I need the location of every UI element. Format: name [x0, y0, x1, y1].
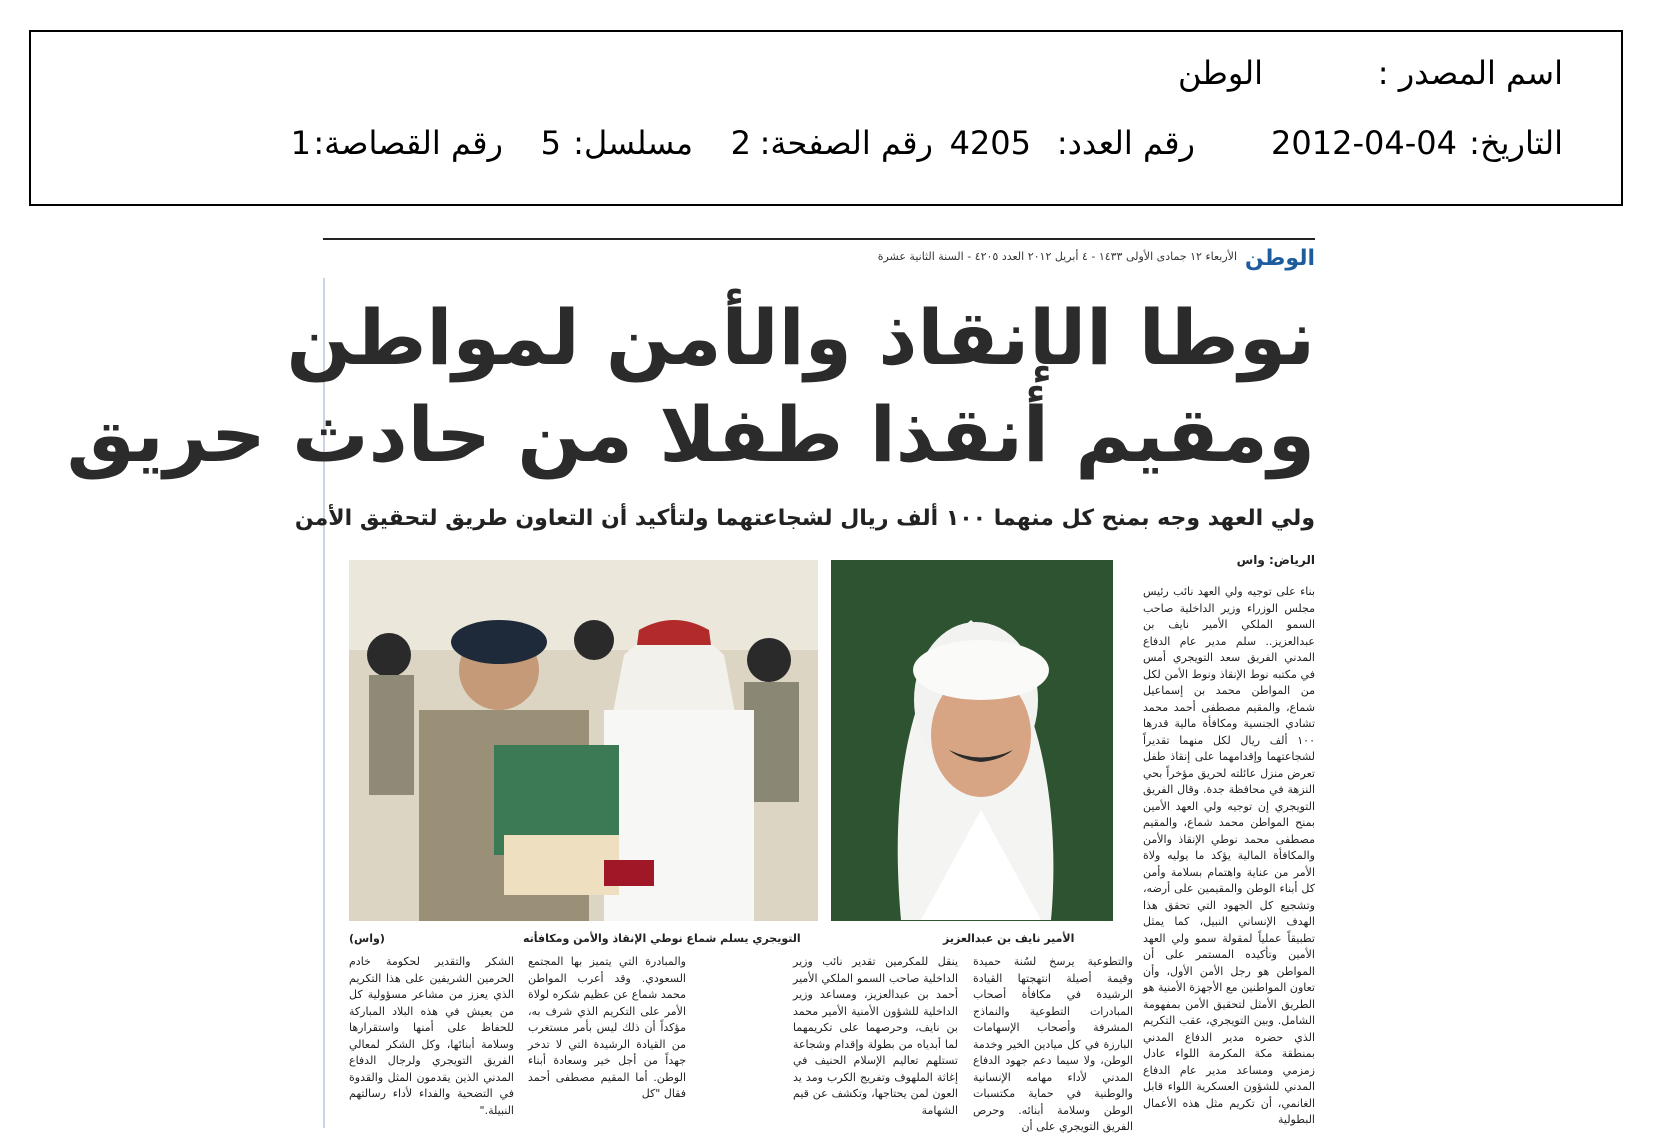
details-line [283, 124, 1563, 164]
article-column-2: والتطوعية يرسخ لسُنة حميدة وقيمة أصيلة انتهجتها القيادة الرشيدة في مكافأة أصحاب المبادرات التطوعية والنماذج المشرفة وأصحاب الإسهامات البارزة في كل ميادين الخير وخدمة الوطن، ولا سيما دعم جهود الدفاع المدني لأداء مهامه الإنسانية والوطنية في حماية مكتسبات الوطن وسلامة أبنائه. وحرص الفريق التويجري على أن [973, 955, 1133, 1133]
clip-label: رقم القصاصة: [313, 124, 503, 162]
serial-label: مسلسل: [573, 124, 693, 162]
date-label: التاريخ: [1469, 124, 1563, 162]
metadata-box [29, 30, 1623, 206]
issue-value: 4205 [949, 124, 1031, 162]
masthead-logo: الوطن [1244, 246, 1315, 271]
source-line [1143, 54, 1563, 94]
source-value: الوطن [1178, 54, 1263, 92]
masthead-date: الأربعاء ١٢ جمادى الأولى ١٤٣٣ - ٤ أبريل ٢٠١٢ العدد ٤٢٠٥ - السنة الثانية عشرة [877, 250, 1237, 263]
date-value: 2012-04-04 [1271, 124, 1457, 162]
prince-photo [831, 560, 1113, 921]
page-value: 2 [730, 124, 751, 162]
article-column-4: والمبادرة التي يتميز بها المجتمع السعودي. وقد أعرب المواطن محمد شماع عن عظيم شكره لولاة الأمر على التكريم الذي شرف به، مؤكداً أن ذلك ليس بأمر مستغرب من القيادة الرشيدة التي لا تدخر جهداً من أجل خير وسعادة أبناء الوطن. أما المقيم مصطفى أحمد فقال "كل [528, 955, 686, 1100]
article-column-5: الشكر والتقدير لحكومة خادم الحرمين الشريفين على هذا التكريم الذي يعزز من مشاعر مسؤولية كل من يعيش في هذه البلاد المباركة للحفاظ على أمنها واستقرارها وسلامة أبنائها، وكل الشكر لمعالي الفريق التويجري ولرجال الدفاع المدني الذين يقدمون المثل والقدوة في التضحية والفداء لأداء رسالتهم النبيلة." [349, 955, 514, 1117]
caption-prince: الأمير نايف بن عبدالعزيز [943, 932, 1075, 945]
subheadline: ولي العهد وجه بمنح كل منهما ١٠٠ ألف ريال لشجاعتهما ولتأكيد أن التعاون طريق لتحقيق الأمن [294, 506, 1315, 531]
ceremony-photo [349, 560, 818, 921]
prince-portrait-image [831, 560, 1113, 921]
top-rule [323, 238, 1315, 240]
source-label: اسم المصدر : [1377, 54, 1563, 92]
article-column-1: بناء على توجيه ولي العهد نائب رئيس مجلس الوزراء وزير الداخلية صاحب السمو الملكي الأمير نايف بن عبدالعزيز.. سلم مدير عام الدفاع المدني الفريق سعد التويجري أمس في مكتبه نوط الإنقاذ ونوط الأمن لكل من المواطن محمد بن إسماعيل شماع، والمقيم مصطفى أحمد محمد تشادي الجنسية ومكافأة مالية قدرها ١٠٠ ألف ريال لكل منهما تقديراً لشجاعتهما وإقدامهما على إنقاذ طفل تعرض منزل عائلته لحريق مؤخراً بحي النزهة في محافظة جدة. وقال الفريق التويجري إن توجيه ولي العهد الأمين بمنح المواطن محمد شماع، والمقيم مصطفى محمد نوطي الإنقاذ والأمن والمكافأة المالية يؤكد ما يوليه ولاة الأمر من عناية واهتمام بسلامة وأمن كل أبناء الوطن والمقيمين على أرضه، وتشجيع كل الجهود التي تحقق هذا الهدف الإنساني النبيل، كما يمثل تطبيقاً عملياً لمقولة سمو ولي العهد الأمين وتأكيده المستمر على أن المواطن هو رجل الأمن الأول، وأن تعاون المواطنين مع الأجهزة الأمنية هو الطريق الأمثل لتحقيق الأمن بمفهومة الشامل. وبين التويجري، عقب التكريم الذي حضره مدير الدفاع المدني بمنطقة مكة المكرمة اللواء عادل زمزمي ومساعد مدير عام الدفاع المدني للشؤون العسكرية اللواء قابل الغانمي، أن تكريم مثل هذه الأعمال البطولية [1143, 585, 1315, 1126]
newspaper-clipping [66, 238, 1315, 1133]
dateline: الرياض: واس [1236, 553, 1315, 567]
clip-value: 1 [290, 124, 311, 162]
page-label: رقم الصفحة: [759, 124, 933, 162]
serial-value: 5 [540, 124, 561, 162]
article-column-3: ينقل للمكرمين تقدير نائب وزير الداخلية صاحب السمو الملكي الأمير أحمد بن عبدالعزيز، ومساعد وزير الداخلية للشؤون الأمنية الأمير محمد بن نايف، وحرصهما على تكريمهما لما أبدياه من بطولة وإقدام وشجاعة تستلهم تعاليم الإسلام الحنيف في إغاثة الملهوف وتفريج الكرب ومد يد العون لمن يحتاجها، وتكشف عن قيم الشهامة [793, 955, 958, 1117]
headline-line-2: ومقيم أنقذا طفلا من حادث حريق [66, 390, 1315, 479]
ceremony-image [349, 560, 818, 921]
caption-ceremony: التويجري يسلم شماع نوطي الإنقاذ والأمن ومكافأته [523, 932, 801, 945]
photo-credit: (واس) [349, 932, 385, 945]
issue-label: رقم العدد: [1056, 124, 1195, 162]
headline-line-1: نوطا الإنقاذ والأمن لمواطن [286, 293, 1315, 382]
